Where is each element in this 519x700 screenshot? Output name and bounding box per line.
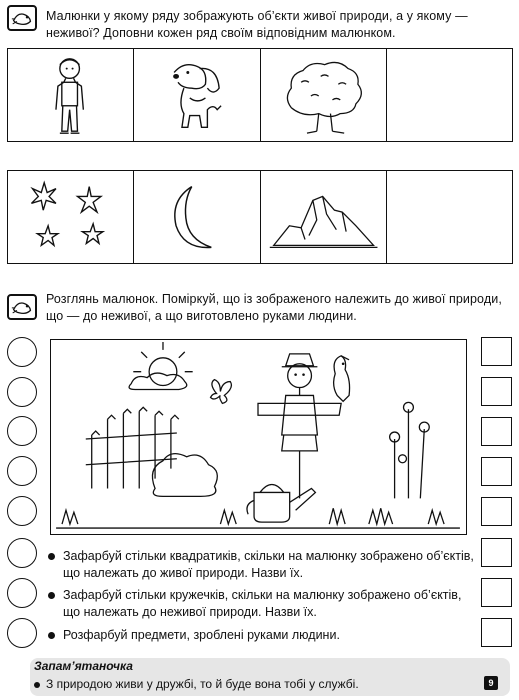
cell-puppy: [134, 49, 260, 141]
answer-circle[interactable]: [7, 416, 37, 446]
answer-circle[interactable]: [7, 538, 37, 568]
cell-moon: [134, 171, 260, 263]
task-icon: [7, 294, 37, 320]
memo-box: [30, 658, 510, 696]
answer-square[interactable]: [481, 457, 512, 486]
bullet-item: [48, 627, 474, 644]
bullet-item: [48, 587, 474, 621]
row-nonliving-nature: [7, 170, 513, 264]
puppy-drawing: [134, 49, 259, 141]
answer-square[interactable]: [481, 417, 512, 446]
memo-title: Запам’ятаночка: [34, 659, 133, 673]
scene-picture: [50, 339, 467, 535]
bullet-text: Зафарбуй стільки квадратиків, скільки на малюнку зображено об’єктів, що належать до живої природи. Назви їх.: [63, 549, 474, 580]
answer-circle[interactable]: [7, 377, 37, 407]
task1-text: Малюнки у якому ряду зображують об’єкти живої природи, а у якому — неживої? Доповни кожен ряд своїм відповідним малюнком.: [46, 9, 468, 40]
cell-boy: [8, 49, 134, 141]
answer-square[interactable]: [481, 377, 512, 406]
task-icon: [7, 5, 37, 31]
cell-empty-2[interactable]: [387, 171, 512, 263]
cell-rock: [261, 171, 387, 263]
answer-circle[interactable]: [7, 618, 37, 648]
answer-square[interactable]: [481, 337, 512, 366]
answer-square[interactable]: [481, 618, 512, 647]
row-living-nature: [7, 48, 513, 142]
cell-tree: [261, 49, 387, 141]
tree-drawing: [261, 49, 386, 141]
bullet-dot: [48, 632, 55, 639]
bullet-text: Розфарбуй предмети, зроблені руками людини.: [63, 628, 340, 642]
memo-line: [34, 677, 359, 691]
memo-text: З природою живи у дружбі, то й буде вона тобі у службі.: [46, 677, 359, 691]
bullet-item: [48, 548, 474, 582]
stars-drawing: [8, 171, 133, 263]
cell-empty-1[interactable]: [387, 49, 512, 141]
cell-stars: [8, 171, 134, 263]
bullet-dot: [48, 592, 55, 599]
bullet-dot: [48, 553, 55, 560]
answer-circle[interactable]: [7, 337, 37, 367]
answer-square[interactable]: [481, 538, 512, 567]
answer-square[interactable]: [481, 578, 512, 607]
answer-circle[interactable]: [7, 496, 37, 526]
task2-text: Розглянь малюнок. Поміркуй, що із зображеного належить до живої природи, що — до неживої, а що виготовлено руками людини.: [46, 292, 502, 323]
answer-circle[interactable]: [7, 456, 37, 486]
rock-drawing: [261, 171, 386, 263]
answer-square[interactable]: [481, 497, 512, 526]
boy-drawing: [8, 49, 133, 141]
garden-scarecrow-drawing: [51, 340, 466, 534]
answer-circle[interactable]: [7, 578, 37, 608]
page-number: 9: [484, 676, 498, 690]
bullet-dot: [34, 682, 40, 688]
crescent-moon-drawing: [134, 171, 259, 263]
bullet-text: Зафарбуй стільки кружечків, скільки на малюнку зображено об’єктів, що належать до неживої природи. Назви їх.: [63, 588, 462, 619]
